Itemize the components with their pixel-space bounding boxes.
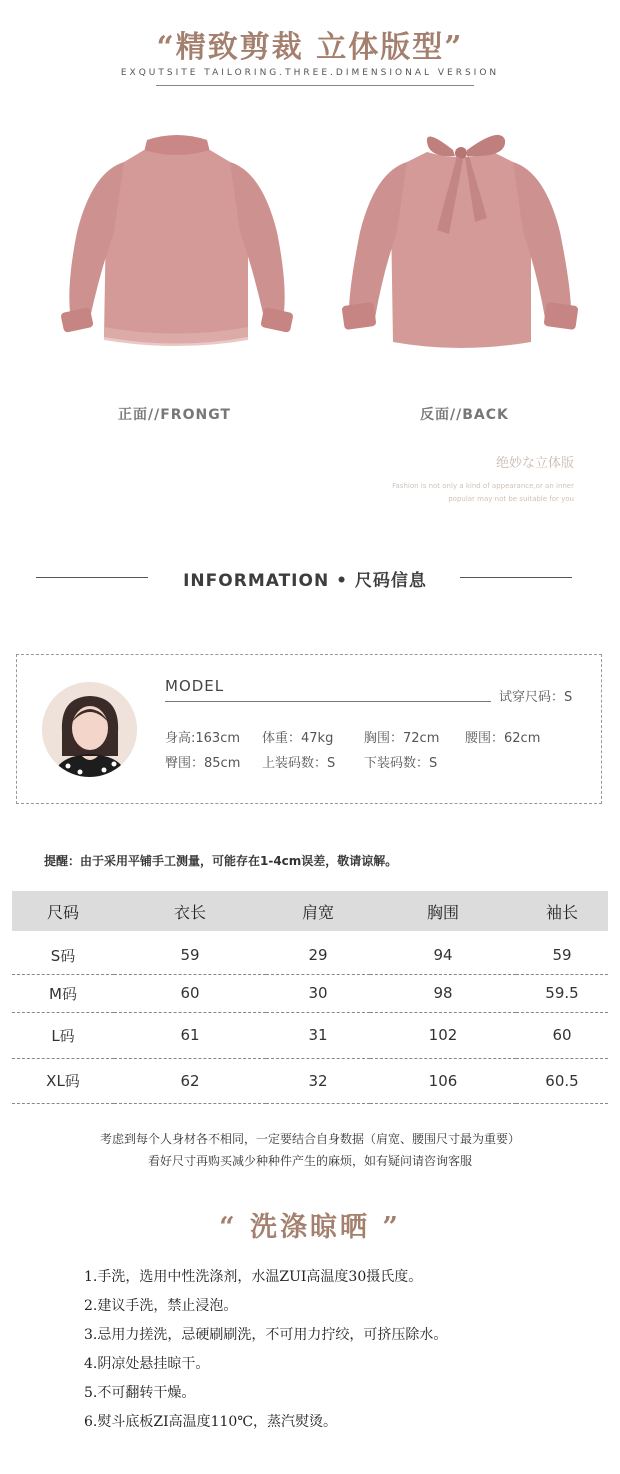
table-row	[12, 931, 608, 974]
model-info-card	[16, 654, 602, 804]
model-waist: 腰围：62cm	[465, 731, 541, 746]
hero-title: “精致剪裁 立体版型”	[156, 30, 464, 65]
header-size: 尺码	[12, 891, 114, 931]
bust-cell: 98	[370, 974, 516, 1012]
model-divider	[165, 701, 491, 702]
list-item: 1.手洗，选用中性洗涤剂，水温ZUI高温度30摄氏度。	[84, 1269, 423, 1285]
blouse-front-image	[52, 122, 302, 362]
size-cell: L码	[12, 1012, 114, 1058]
size-cell: S码	[12, 931, 114, 974]
size-table-header	[12, 891, 608, 931]
size-cell: XL码	[12, 1058, 114, 1103]
model-avatar	[42, 682, 137, 777]
length-cell: 59	[114, 931, 266, 974]
sleeve-cell: 60.5	[516, 1058, 608, 1103]
model-label: MODEL	[165, 677, 225, 695]
wash-title: “ 洗涤晾晒 ”	[219, 1212, 401, 1243]
table-row	[12, 974, 608, 1012]
tagline-english-line1: Fashion is not only a kind of appearance,or an inner	[392, 482, 574, 490]
tagline-english-line2: popular may not be suitable for you	[448, 495, 574, 503]
sleeve-cell: 59	[516, 931, 608, 974]
model-height: 身高:163cm	[165, 731, 241, 746]
model-try-size: 试穿尺码：S	[499, 690, 573, 705]
model-stats-row-1	[165, 727, 540, 746]
model-hip: 臀围：85cm	[165, 756, 241, 771]
model-bottom-size: 下装码数：S	[364, 756, 438, 771]
header-sleeve: 袖长	[516, 891, 608, 931]
front-caption: 正面//FRONGT	[118, 407, 231, 423]
wash-instructions	[84, 1267, 447, 1441]
model-weight: 体重：47kg	[262, 731, 334, 746]
table-row	[12, 1058, 608, 1103]
tagline-english	[374, 480, 574, 506]
bust-cell: 102	[370, 1012, 516, 1058]
info-divider-right	[460, 577, 572, 578]
table-row	[12, 1012, 608, 1058]
info-divider-left	[36, 577, 148, 578]
model-stats-row-2	[165, 752, 437, 771]
advice-line-2: 看好尺寸再购买减少种种件产生的麻烦，如有疑问请咨询客服	[147, 1154, 472, 1168]
hero-divider	[156, 85, 474, 86]
list-item: 5.不可翻转干燥。	[84, 1385, 196, 1401]
blouse-back-image	[335, 122, 585, 362]
sleeve-cell: 59.5	[516, 974, 608, 1012]
advice-line-1: 考虑到每个人身材各不相同，一定要结合自身数据（肩宽、腰围尺寸最为重要）	[99, 1132, 520, 1146]
shoulder-cell: 32	[266, 1058, 370, 1103]
bust-cell: 106	[370, 1058, 516, 1103]
size-cell: M码	[12, 974, 114, 1012]
shoulder-cell: 29	[266, 931, 370, 974]
tagline-chinese: 绝妙な立体版	[495, 456, 574, 471]
length-cell: 60	[114, 974, 266, 1012]
bust-cell: 94	[370, 931, 516, 974]
list-item: 4.阴凉处悬挂晾干。	[84, 1356, 210, 1372]
list-item: 2.建议手洗，禁止浸泡。	[84, 1298, 238, 1314]
sleeve-cell: 60	[516, 1012, 608, 1058]
model-top-size: 上装码数：S	[262, 756, 336, 771]
list-item: 6.熨斗底板ZI高温度110℃，蒸汽熨烫。	[84, 1414, 337, 1430]
model-bust: 胸围：72cm	[364, 731, 440, 746]
info-title: INFORMATION • 尺码信息	[183, 571, 427, 591]
size-table	[12, 891, 608, 1104]
header-bust: 胸围	[370, 891, 516, 931]
header-shoulder: 肩宽	[266, 891, 370, 931]
back-caption: 反面//BACK	[420, 407, 509, 423]
length-cell: 61	[114, 1012, 266, 1058]
hero-subtitle: EXQUTSITE TAILORING.THREE.DIMENSIONAL VERSION	[120, 68, 500, 78]
length-cell: 62	[114, 1058, 266, 1103]
measurement-note: 提醒：由于采用平铺手工测量，可能存在1-4cm误差，敬请谅解。	[44, 854, 398, 868]
shoulder-cell: 30	[266, 974, 370, 1012]
shoulder-cell: 31	[266, 1012, 370, 1058]
list-item: 3.忌用力搓洗，忌硬刷刷洗，不可用力拧绞，可挤压除水。	[84, 1327, 448, 1343]
header-length: 衣长	[114, 891, 266, 931]
